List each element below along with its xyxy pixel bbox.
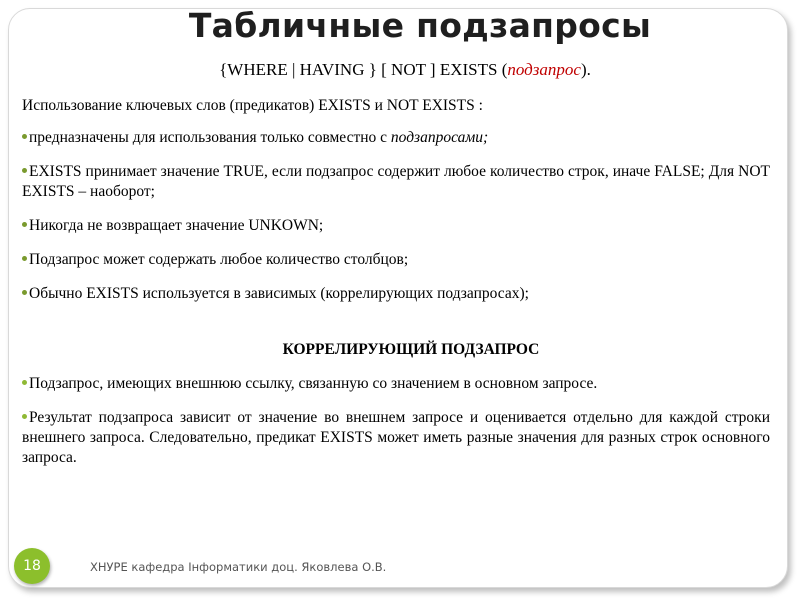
syntax-prefix: {WHERE | HAVING } [ NOT ] EXISTS ( — [219, 60, 508, 79]
bullet-item — [22, 162, 770, 202]
bullet-text: Никогда не возвращает значение UNKOWN; — [29, 217, 324, 234]
bullet-text: Подзапрос может содержать любое количество столбцов; — [29, 251, 409, 268]
bullet-text: Результат подзапроса зависит от значение во внешнем запросе и оценивается отдельно для каждой строки внешнего запроса. Следовательно, предикат EXISTS может иметь разные значения для разных строк основного запроса. — [22, 409, 770, 466]
bullet-italic-text: подзапросами; — [390, 129, 489, 146]
slide-title: Табличные подзапросы — [188, 6, 652, 45]
bullet-item — [22, 284, 770, 304]
bullet-dot-icon — [22, 380, 27, 385]
syntax-line — [0, 60, 800, 80]
bullet-item — [22, 128, 770, 148]
page-number-badge: 18 — [14, 548, 50, 584]
bullet-dot-icon — [22, 256, 27, 261]
bullet-dot-icon — [22, 168, 27, 173]
bullet-item — [22, 216, 770, 236]
syntax-suffix: ). — [580, 60, 591, 79]
bullet-item — [22, 250, 770, 270]
bullet-text: EXISTS принимает значение TRUE, если подзапрос содержит любое количество строк, иначе FALSE; Для NOT EXISTS – наоборот; — [22, 163, 770, 200]
correlated-bullet-item — [22, 374, 770, 394]
bullet-text: Обычно EXISTS используется в зависимых (коррелирующих подзапросах); — [29, 285, 529, 302]
slide-body — [22, 96, 770, 482]
correlated-bullet-item — [22, 408, 770, 468]
bullet-text: предназначены для использования только совместно с — [29, 129, 391, 146]
bullet-dot-icon — [22, 290, 27, 295]
bullet-dot-icon — [22, 222, 27, 227]
syntax-italic-term: подзапрос — [507, 60, 581, 79]
bullet-dot-icon — [22, 134, 27, 139]
bullet-dot-icon — [22, 414, 27, 419]
intro-text: Использование ключевых слов (предикатов) EXISTS и NOT EXISTS : — [22, 97, 483, 114]
footer-text: ХНУРЕ кафедра Інформатики доц. Яковлева О.В. — [90, 560, 387, 574]
bullet-text: Подзапрос, имеющих внешнюю ссылку, связанную со значением в основном запросе. — [29, 375, 598, 392]
section-heading: КОРРЕЛИРУЮЩИЙ ПОДЗАПРОС — [282, 341, 540, 358]
